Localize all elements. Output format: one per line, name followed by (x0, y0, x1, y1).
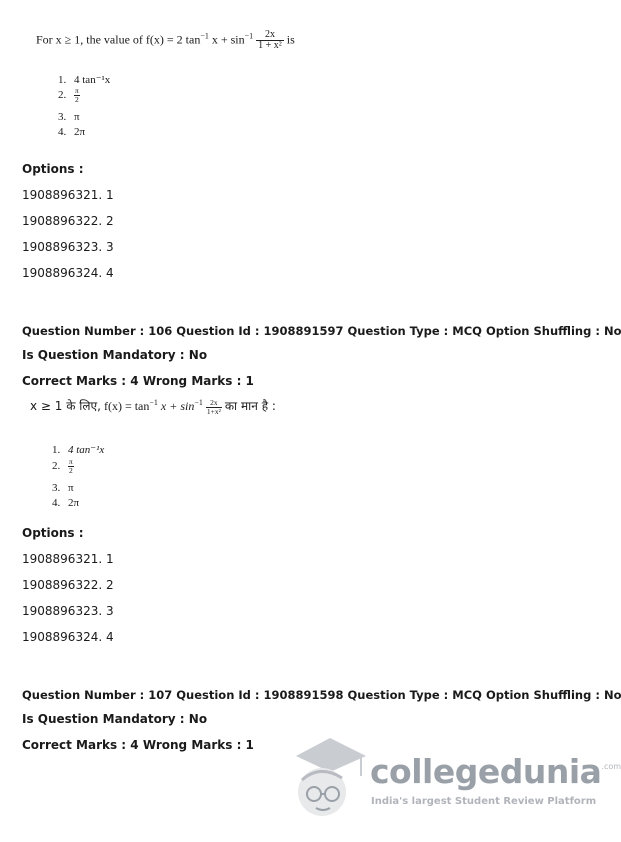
stem-function: x + sin (160, 399, 195, 413)
fraction-denominator: 2 (69, 465, 73, 475)
brand-name: collegedunia (370, 752, 602, 791)
choice-3 (52, 482, 74, 494)
fraction-denominator: 2 (75, 94, 79, 104)
fraction-numerator: π (69, 457, 73, 466)
choice-text: 4 tan⁻¹x (74, 74, 111, 86)
choice-text: 2π (68, 497, 80, 509)
fraction-denominator: 1+x² (206, 406, 221, 416)
stem-function: f(x) = 2 tan (145, 32, 201, 47)
choice-number: 1. (58, 74, 67, 86)
superscript: −1 (244, 31, 254, 41)
option-item: 1908896323. 3 (22, 604, 114, 618)
fraction (206, 399, 222, 415)
superscript: −1 (200, 31, 209, 41)
stem-condition: x ≥ 1, (55, 32, 84, 47)
choice-1 (52, 443, 104, 456)
question-stem (36, 30, 295, 51)
fraction (256, 30, 284, 51)
mascot-logo-icon (290, 734, 370, 824)
choice-number: 3. (58, 111, 67, 123)
marks-info: Correct Marks : 4 Wrong Marks : 1 (22, 374, 254, 388)
fraction-numerator: π (75, 86, 79, 95)
choice-number: 3. (52, 482, 61, 494)
stem-text: is (286, 32, 295, 47)
stem-text: का मान है : (224, 399, 276, 413)
options-label: Options : (22, 162, 84, 176)
fraction-denominator: 1 + x² (258, 40, 282, 51)
option-item: 1908896323. 3 (22, 240, 114, 254)
fraction (74, 87, 80, 103)
choice-text: 4 tan⁻¹x (68, 444, 105, 456)
fraction-numerator: 2x (256, 30, 284, 41)
brand-domain: .com (601, 762, 621, 771)
choice-text: π (74, 111, 80, 123)
stem-function: f(x) = tan (103, 399, 150, 413)
mandatory-status: Is Question Mandatory : No (22, 712, 208, 726)
stem-function: x + sin (211, 32, 245, 47)
options-label: Options : (22, 526, 84, 540)
mandatory-status: Is Question Mandatory : No (22, 348, 208, 362)
brand-tagline: India's largest Student Review Platform (371, 796, 597, 807)
choice-number: 2. (58, 89, 67, 101)
stem-text: For (36, 32, 53, 47)
question-header: Question Number : 106 Question Id : 1908891597 Question Type : MCQ Option Shuffling : No (22, 324, 621, 338)
choice-number: 1. (52, 444, 61, 456)
choice-number: 4. (58, 126, 67, 138)
option-item: 1908896321. 1 (22, 188, 114, 202)
choice-3 (58, 111, 80, 123)
superscript: −1 (194, 398, 203, 407)
fraction (68, 458, 74, 474)
superscript: −1 (149, 398, 158, 407)
choice-text: π (68, 482, 74, 494)
choice-4 (58, 126, 85, 138)
choice-1 (58, 73, 110, 86)
choice-4 (52, 497, 79, 509)
stem-text: the value of (86, 32, 143, 47)
option-item: 1908896322. 2 (22, 578, 114, 592)
stem-text: x ≥ 1 के लिए, (30, 399, 101, 413)
choice-number: 2. (52, 460, 61, 472)
choice-2 (52, 458, 74, 474)
option-item: 1908896324. 4 (22, 630, 114, 644)
fraction-numerator: 2x (206, 399, 222, 408)
choice-text: 2π (74, 126, 86, 138)
marks-info: Correct Marks : 4 Wrong Marks : 1 (22, 738, 254, 752)
choice-2 (58, 87, 80, 103)
option-item: 1908896321. 1 (22, 552, 114, 566)
choice-number: 4. (52, 497, 61, 509)
question-stem (30, 397, 276, 415)
brand-watermark (370, 752, 621, 791)
question-header: Question Number : 107 Question Id : 1908891598 Question Type : MCQ Option Shuffling : No (22, 688, 621, 702)
option-item: 1908896324. 4 (22, 266, 114, 280)
option-item: 1908896322. 2 (22, 214, 114, 228)
